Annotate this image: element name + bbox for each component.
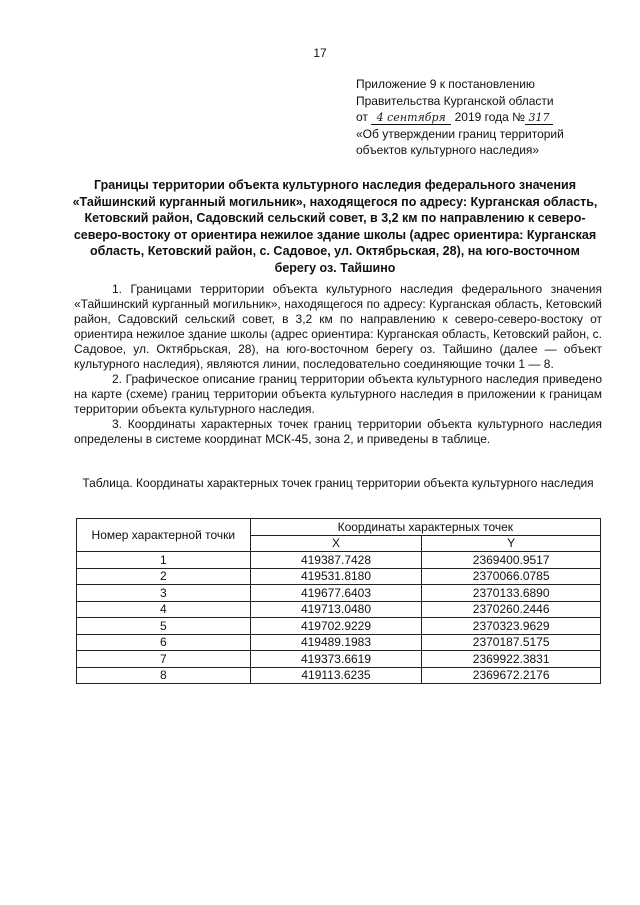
table-row: [77, 618, 601, 635]
page-number: 17: [313, 46, 327, 60]
y-value: 2370260.2446: [422, 601, 601, 618]
table-row: [77, 568, 601, 585]
y-value: 2369672.2176: [422, 667, 601, 684]
coordinates-table: [76, 518, 601, 684]
point-number: 4: [77, 601, 251, 618]
point-number: 5: [77, 618, 251, 635]
y-value: 2370187.5175: [422, 634, 601, 651]
x-value: 419702.9229: [250, 618, 422, 635]
paragraph-3: 3. Координаты характерных точек границ территории объекта культурного наследия определены в системе координат МСК-45, зона 2, и приведены в таблице.: [74, 417, 602, 446]
appendix-block: [356, 76, 606, 159]
y-value: 2370066.0785: [422, 568, 601, 585]
x-value: 419489.1983: [250, 634, 422, 651]
point-number: 7: [77, 651, 251, 668]
x-value: 419113.6235: [250, 667, 422, 684]
table-body: [77, 552, 601, 684]
table-caption: Таблица. Координаты характерных точек границ территории объекта культурного наследия: [82, 476, 594, 490]
appendix-date-line: [356, 109, 606, 126]
appendix-line-4: «Об утверждении границ территорий: [356, 126, 564, 141]
table-row: [77, 585, 601, 602]
document-body: [74, 282, 602, 447]
y-value: 2370133.6890: [422, 585, 601, 602]
header-coordinates: Координаты характерных точек: [250, 519, 600, 536]
paragraph-1: 1. Границами территории объекта культурного наследия федерального значения «Тайшинский курганный могильник», находящегося по адресу: Курганская область, Кетовский район, Садовский сельский совет, в 3,2 км по направлению к северо-северо-востоку от ориентира нежилое здание школы (адрес ориентира: Курганская область, Кетовский район, с. Садовое, ул. Октябрьская, 28), на юго-восточном берегу оз. Тайшино (далее — объект культурного наследия), являются линии, последовательно соединяющие точки 1 — 8.: [74, 282, 602, 371]
point-number: 6: [77, 634, 251, 651]
handwritten-date: 4 сентября: [371, 112, 451, 125]
table-row: [77, 667, 601, 684]
paragraph-2: 2. Графическое описание границ территории объекта культурного наследия приведено на карте (схеме) границ территории объекта культурного наследия в приложении к границам территории объекта культурного наследия.: [74, 372, 602, 416]
appendix-line-1: Приложение 9 к постановлению: [356, 77, 535, 91]
header-y: Y: [422, 535, 601, 552]
date-suffix: 2019 года №: [454, 110, 526, 124]
document-title: Границы территории объекта культурного наследия федерального значения «Тайшинский курганный могильник», находящегося по адресу: Курганская область, Кетовский район, Садовский сельский совет, в 3,2 км по направлению к северо-северо-востоку от ориентира нежилое здание школы (адрес ориентира: Курганская область, Кетовский район, с. Садовое, ул. Октябрьская, 28), на юго-восточном берегу оз. Тайшино: [72, 178, 598, 275]
handwritten-number: 317: [525, 112, 553, 125]
x-value: 419713.0480: [250, 601, 422, 618]
table-row: [77, 651, 601, 668]
table-row: [77, 634, 601, 651]
x-value: 419531.8180: [250, 568, 422, 585]
x-value: 419387.7428: [250, 552, 422, 569]
point-number: 3: [77, 585, 251, 602]
table-row: [77, 552, 601, 569]
appendix-line-5: объектов культурного наследия»: [356, 143, 540, 157]
y-value: 2369400.9517: [422, 552, 601, 569]
date-prefix: от: [356, 110, 368, 124]
y-value: 2370323.9629: [422, 618, 601, 635]
y-value: 2369922.3831: [422, 651, 601, 668]
header-point-number: Номер характерной точки: [77, 519, 251, 552]
point-number: 8: [77, 667, 251, 684]
point-number: 1: [77, 552, 251, 569]
table-row: [77, 601, 601, 618]
header-x: X: [250, 535, 422, 552]
x-value: 419677.6403: [250, 585, 422, 602]
appendix-line-2: Правительства Курганской области: [356, 93, 554, 108]
point-number: 2: [77, 568, 251, 585]
x-value: 419373.6619: [250, 651, 422, 668]
